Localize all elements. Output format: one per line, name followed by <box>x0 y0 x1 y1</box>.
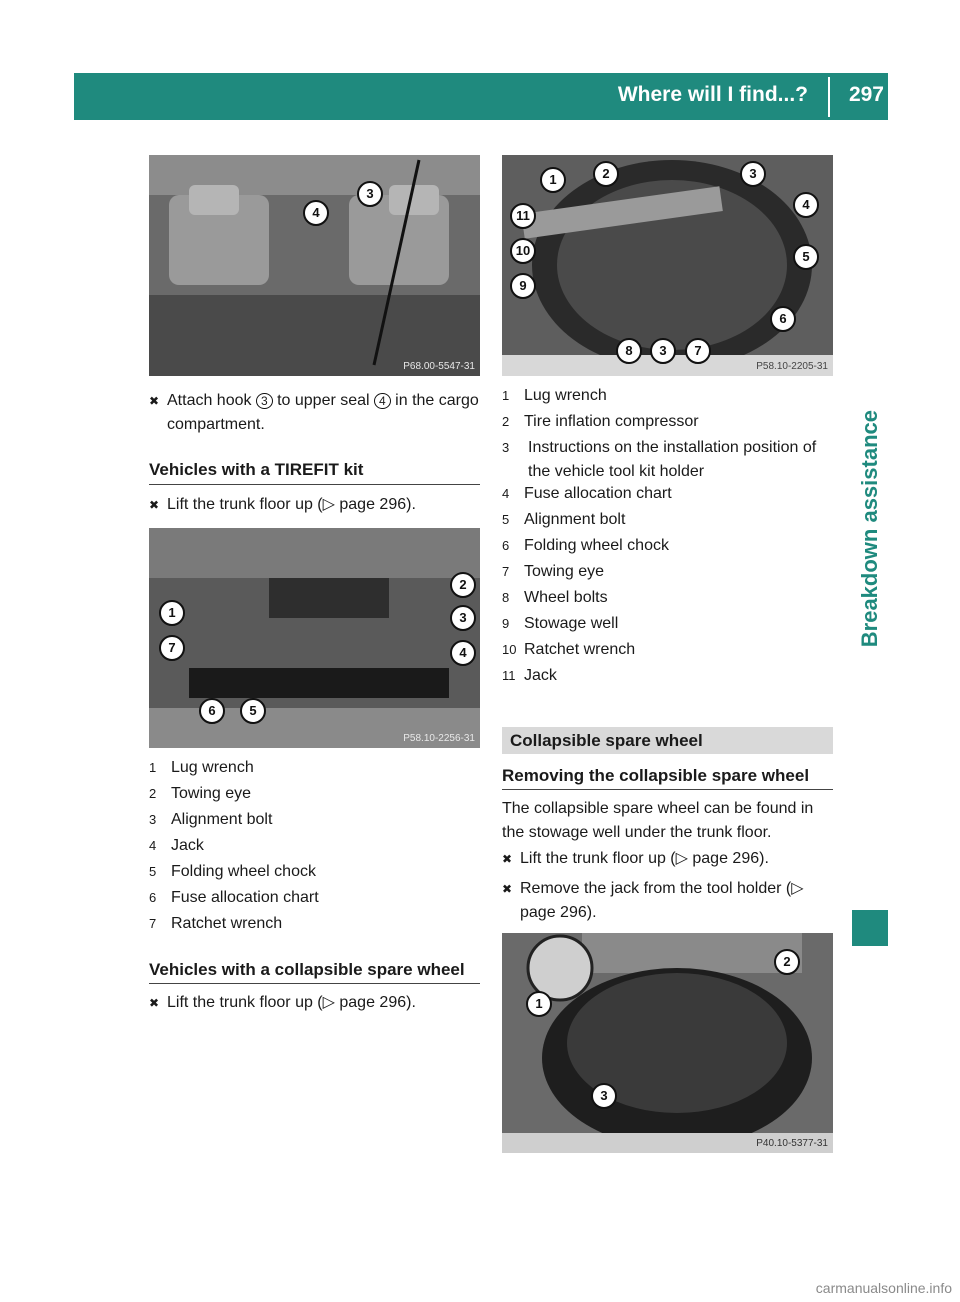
side-tab-marker <box>852 910 888 946</box>
legend-item: 6 Folding wheel chock <box>502 537 669 554</box>
instruction-step: ✖ Lift the trunk floor up (▷ page 296). <box>149 991 487 1015</box>
callout-5: 5 <box>793 244 819 270</box>
callout-10: 10 <box>510 238 536 264</box>
photo-code: P68.00-5547-31 <box>403 361 475 372</box>
callout-2: 2 <box>593 161 619 187</box>
step-arrow-icon: ✖ <box>149 996 160 1010</box>
heading-rule <box>149 484 480 485</box>
instruction-step: ✖ Attach hook 3 to upper seal 4 in the cargo compartment. <box>149 389 487 437</box>
legend-item: 6 Fuse allocation chart <box>149 889 319 906</box>
legend-item: 3 Instructions on the installation position of the vehicle tool kit holder <box>502 439 817 480</box>
heading-rule <box>502 789 833 790</box>
instruction-step: ✖ Remove the jack from the tool holder (▷ page 296). <box>502 877 838 925</box>
legend-item: 7 Ratchet wrench <box>149 915 283 932</box>
callout-3: 3 <box>450 605 476 631</box>
callout-11: 11 <box>510 203 536 229</box>
callout-3: 3 <box>650 338 676 364</box>
callout-8: 8 <box>616 338 642 364</box>
legend-item: 9 Stowage well <box>502 615 619 632</box>
section-heading: Removing the collapsible spare wheel <box>502 766 810 785</box>
photo-code: P58.10-2256-31 <box>403 733 475 744</box>
callout-1: 1 <box>526 991 552 1017</box>
legend-item: 5 Alignment bolt <box>502 511 626 528</box>
callout-9: 9 <box>510 273 536 299</box>
body-paragraph: The collapsible spare wheel can be found in the stowage well under the trunk floor. <box>502 800 814 841</box>
legend-item: 1 Lug wrench <box>149 759 254 776</box>
instruction-step: ✖ Lift the trunk floor up (▷ page 296). <box>149 493 487 517</box>
photo-code: P40.10-5377-31 <box>756 1138 828 1149</box>
step-arrow-icon: ✖ <box>149 394 160 408</box>
callout-4: 4 <box>450 640 476 666</box>
photo-cargo-compartment <box>149 155 480 376</box>
header-divider <box>828 77 830 117</box>
legend-item: 3 Alignment bolt <box>149 811 273 828</box>
callout-5: 5 <box>240 698 266 724</box>
photo-tirefit-kit <box>149 528 480 748</box>
callout-1: 1 <box>159 600 185 626</box>
legend-item: 1 Lug wrench <box>502 387 607 404</box>
side-tab-label: Breakdown assistance <box>857 410 882 648</box>
legend-item: 4 Fuse allocation chart <box>502 485 672 502</box>
photo-spare-wheel <box>502 933 833 1153</box>
callout-2: 2 <box>450 572 476 598</box>
section-side-tab <box>852 410 888 946</box>
footer-watermark: carmanualsonline.info <box>815 1280 952 1296</box>
callout-3: 3 <box>740 161 766 187</box>
legend-item: 5 Folding wheel chock <box>149 863 316 880</box>
page-header <box>74 73 888 120</box>
section-heading: Vehicles with a TIREFIT kit <box>149 460 364 479</box>
photo-spare-wheel-tools <box>502 155 833 376</box>
page-number: 297 <box>848 83 884 106</box>
step-arrow-icon: ✖ <box>149 498 160 512</box>
legend-item: 10 Ratchet wrench <box>502 641 636 658</box>
section-heading: Vehicles with a collapsible spare wheel <box>149 960 465 979</box>
callout-3: 3 <box>357 181 383 207</box>
callout-3: 3 <box>591 1083 617 1109</box>
legend-item: 8 Wheel bolts <box>502 589 608 606</box>
step-arrow-icon: ✖ <box>502 882 513 896</box>
legend-item: 7 Towing eye <box>502 563 605 580</box>
chapter-title: Where will I find...? <box>617 83 808 106</box>
legend-item: 11 Jack <box>502 667 557 684</box>
callout-6: 6 <box>770 306 796 332</box>
step-arrow-icon: ✖ <box>502 852 513 866</box>
callout-7: 7 <box>159 635 185 661</box>
callout-1: 1 <box>540 167 566 193</box>
callout-4: 4 <box>793 192 819 218</box>
callout-2: 2 <box>774 949 800 975</box>
callout-4: 4 <box>303 200 329 226</box>
legend-item: 2 Tire inflation compressor <box>502 413 699 430</box>
callout-6: 6 <box>199 698 225 724</box>
photo-code: P58.10-2205-31 <box>756 361 828 372</box>
callout-7: 7 <box>685 338 711 364</box>
instruction-step: ✖ Lift the trunk floor up (▷ page 296). <box>502 847 838 871</box>
heading-rule <box>149 983 480 984</box>
legend-item: 2 Towing eye <box>149 785 252 802</box>
section-box-heading: Collapsible spare wheel <box>502 727 833 754</box>
legend-item: 4 Jack <box>149 837 204 854</box>
